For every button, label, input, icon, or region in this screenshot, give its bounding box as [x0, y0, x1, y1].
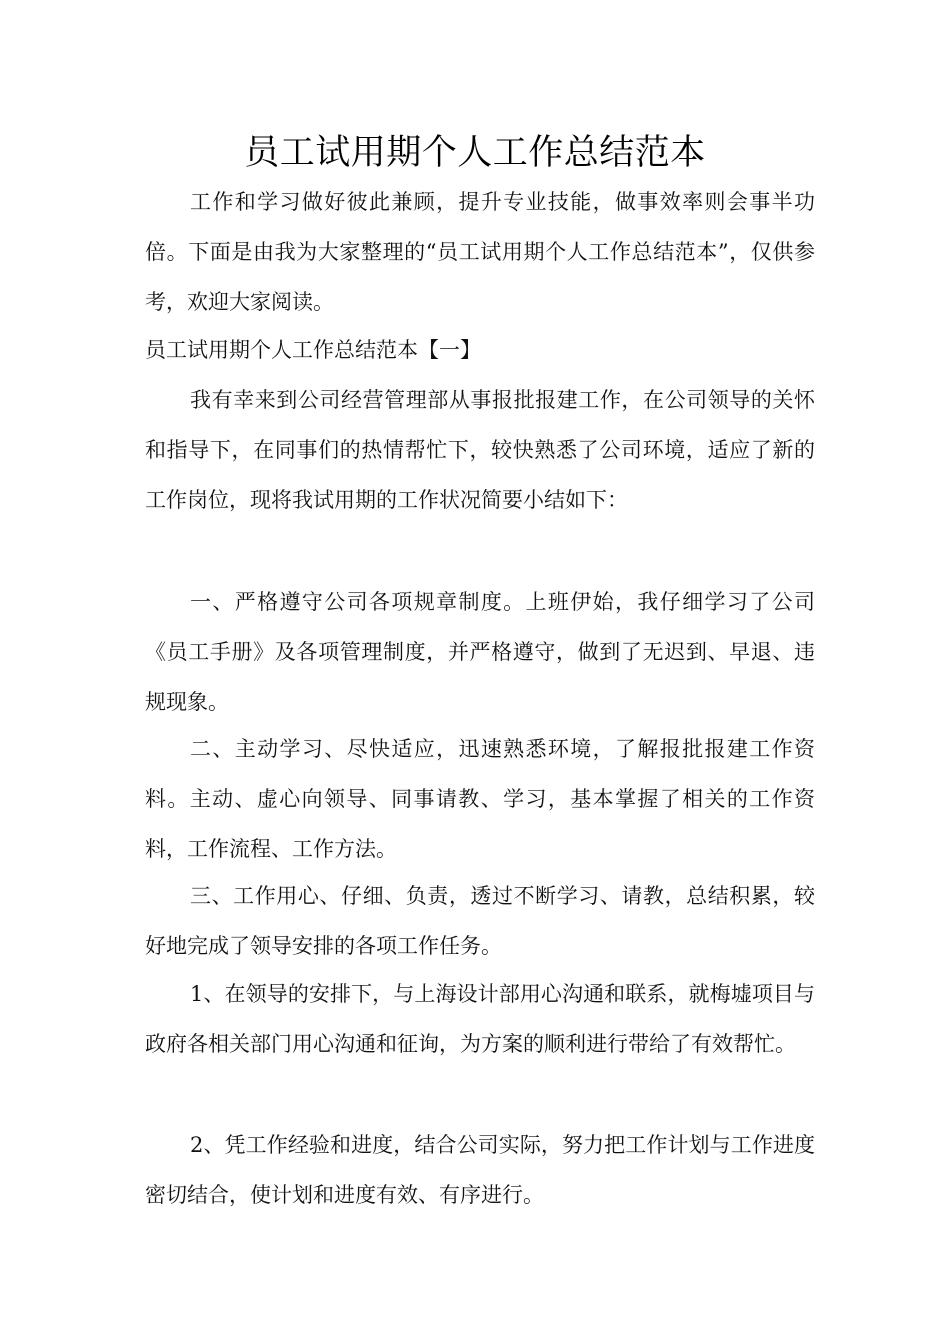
- document-title: 员工试用期个人工作总结范本: [244, 133, 706, 173]
- paragraph-3: 二、主动学习、尽快适应，迅速熟悉环境，了解报批报建工作资料。主动、虚心向领导、同事请教、学习，基本掌握了相关的工作资料，工作流程、工作方法。: [145, 737, 815, 861]
- intro-paragraph: 工作和学习做好彼此兼顾，提升专业技能，做事效率则会事半功倍。下面是由我为大家整理的“员工试用期个人工作总结范本”，仅供参考，欢迎大家阅读。: [145, 190, 815, 314]
- paragraph-1: 我有幸来到公司经营管理部从事报批报建工作，在公司领导的关怀和指导下，在同事们的热情帮忙下，较快熟悉了公司环境，适应了新的工作岗位，现将我试用期的工作状况简要小结如下：: [145, 388, 815, 512]
- section-heading: 员工试用期个人工作总结范本【一】: [145, 338, 481, 362]
- paragraph-5: 1、在领导的安排下，与上海设计部用心沟通和联系，就梅墟项目与政府各相关部门用心沟通和征询，为方案的顺利进行带给了有效帮忙。: [145, 982, 815, 1056]
- paragraph-2: 一、严格遵守公司各项规章制度。上班伊始，我仔细学习了公司《员工手册》及各项管理制度，并严格遵守，做到了无迟到、早退、违规现象。: [145, 590, 815, 714]
- paragraph-6: 2、凭工作经验和进度，结合公司实际，努力把工作计划与工作进度密切结合，使计划和进度有效、有序进行。: [145, 1133, 815, 1207]
- paragraph-4: 三、工作用心、仔细、负责，透过不断学习、请教，总结积累，较好地完成了领导安排的各项工作任务。: [145, 884, 815, 958]
